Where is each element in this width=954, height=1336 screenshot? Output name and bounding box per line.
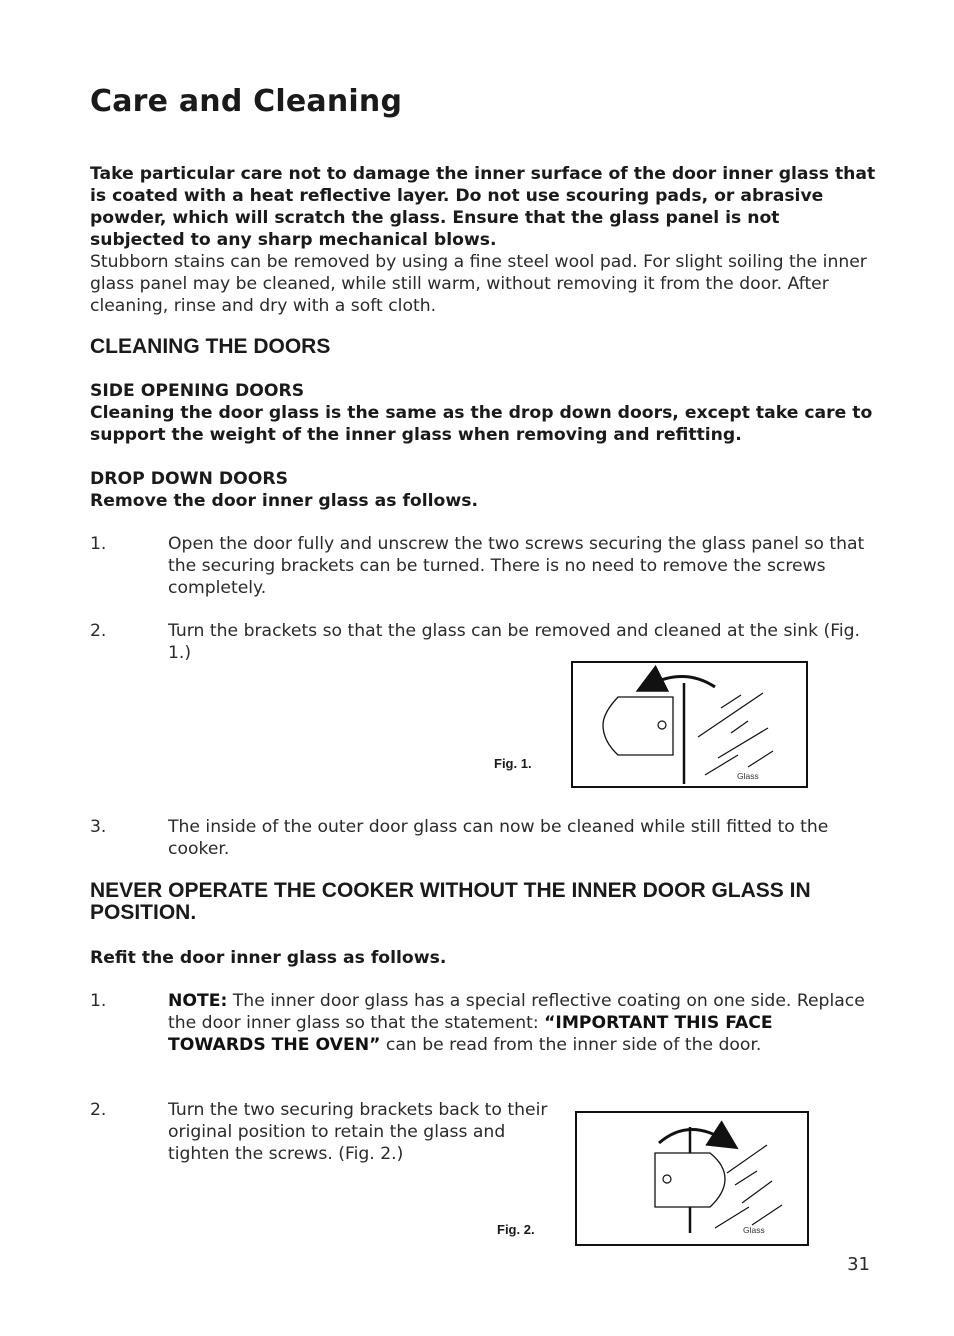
stains-text: Stubborn stains can be removed by using a fine steel wool pad. For slight soiling the inner glass panel may be cleaned, while still warm, without removing it from the door. After cleaning, rinse and dry with a soft cloth. (90, 252, 867, 316)
step-text: Turn the two securing brackets back to their original position to retain the glass and tighten the screws. (Fig. 2.) (168, 1100, 548, 1164)
fig1-drawing (573, 663, 806, 786)
fig2-glass-label: Glass (743, 1225, 765, 1235)
page-title: Care and Cleaning (90, 84, 403, 119)
fig2-diagram (575, 1111, 809, 1246)
care-warning-text: Take particular care not to damage the inner surface of the door inner glass that is coated with a heat reflective layer. Do not use scouring pads, or abrasive powder, which will scratch the glass. Ensure that the glass panel is not subjected to any sharp mechanical blows. (90, 164, 876, 250)
important-quote: “IMPORTANT THIS FACE TOWARDS THE OVEN” (168, 1013, 773, 1055)
fig1-diagram (571, 661, 808, 788)
drop-doors-text: Remove the door inner glass as follows. (90, 491, 478, 511)
fig2-label: Fig. 2. (497, 1222, 535, 1237)
step-text: Turn the brackets so that the glass can be removed and cleaned at the sink (Fig. 1.) (168, 621, 860, 663)
step-text: The inside of the outer door glass can now be cleaned while still fitted to the cooker. (168, 817, 829, 859)
step-number: 3. (90, 817, 107, 837)
drop-doors-section (90, 468, 880, 512)
refit-step1-text (168, 990, 874, 1056)
step-number: 2. (90, 1100, 107, 1120)
step-text: Open the door fully and unscrew the two screws securing the glass panel so that the securing brackets can be turned. There is no need to remove the screws completely. (168, 534, 865, 598)
cleaning-doors-heading: CLEANING THE DOORS (90, 335, 331, 358)
step-number: 1. (90, 991, 107, 1011)
fig2-drawing (577, 1113, 807, 1244)
intro-section (90, 163, 880, 317)
refit-heading: Refit the door inner glass as follows. (90, 948, 447, 968)
note-text-a: The inner door glass has a special reflective coating on one side. Replace the door inner glass so that the statement: (168, 991, 865, 1033)
side-doors-text: Cleaning the door glass is the same as the drop down doors, except take care to support the weight of the inner glass when removing and refitting. (90, 403, 873, 445)
bracket-shape (603, 697, 673, 755)
note-label: NOTE: (168, 991, 228, 1011)
page-number: 31 (847, 1254, 870, 1275)
rotation-arrow (659, 1129, 726, 1143)
screw-icon (658, 721, 666, 729)
drop-doors-heading: DROP DOWN DOORS (90, 469, 289, 489)
glass-hatching (698, 693, 773, 775)
fig1-label: Fig. 1. (494, 756, 532, 771)
never-operate-warning: NEVER OPERATE THE COOKER WITHOUT THE INNER DOOR GLASS IN POSITION. (90, 879, 811, 924)
fig1-glass-label: Glass (737, 771, 759, 781)
step-number: 2. (90, 621, 107, 641)
step-number: 1. (90, 534, 107, 554)
bracket-shape (655, 1153, 725, 1207)
rotation-arrow (649, 676, 715, 687)
side-doors-heading: SIDE OPENING DOORS (90, 381, 305, 401)
glass-hatching (715, 1145, 782, 1228)
side-doors-section (90, 380, 880, 446)
note-text-b: can be read from the inner side of the door. (380, 1035, 762, 1055)
